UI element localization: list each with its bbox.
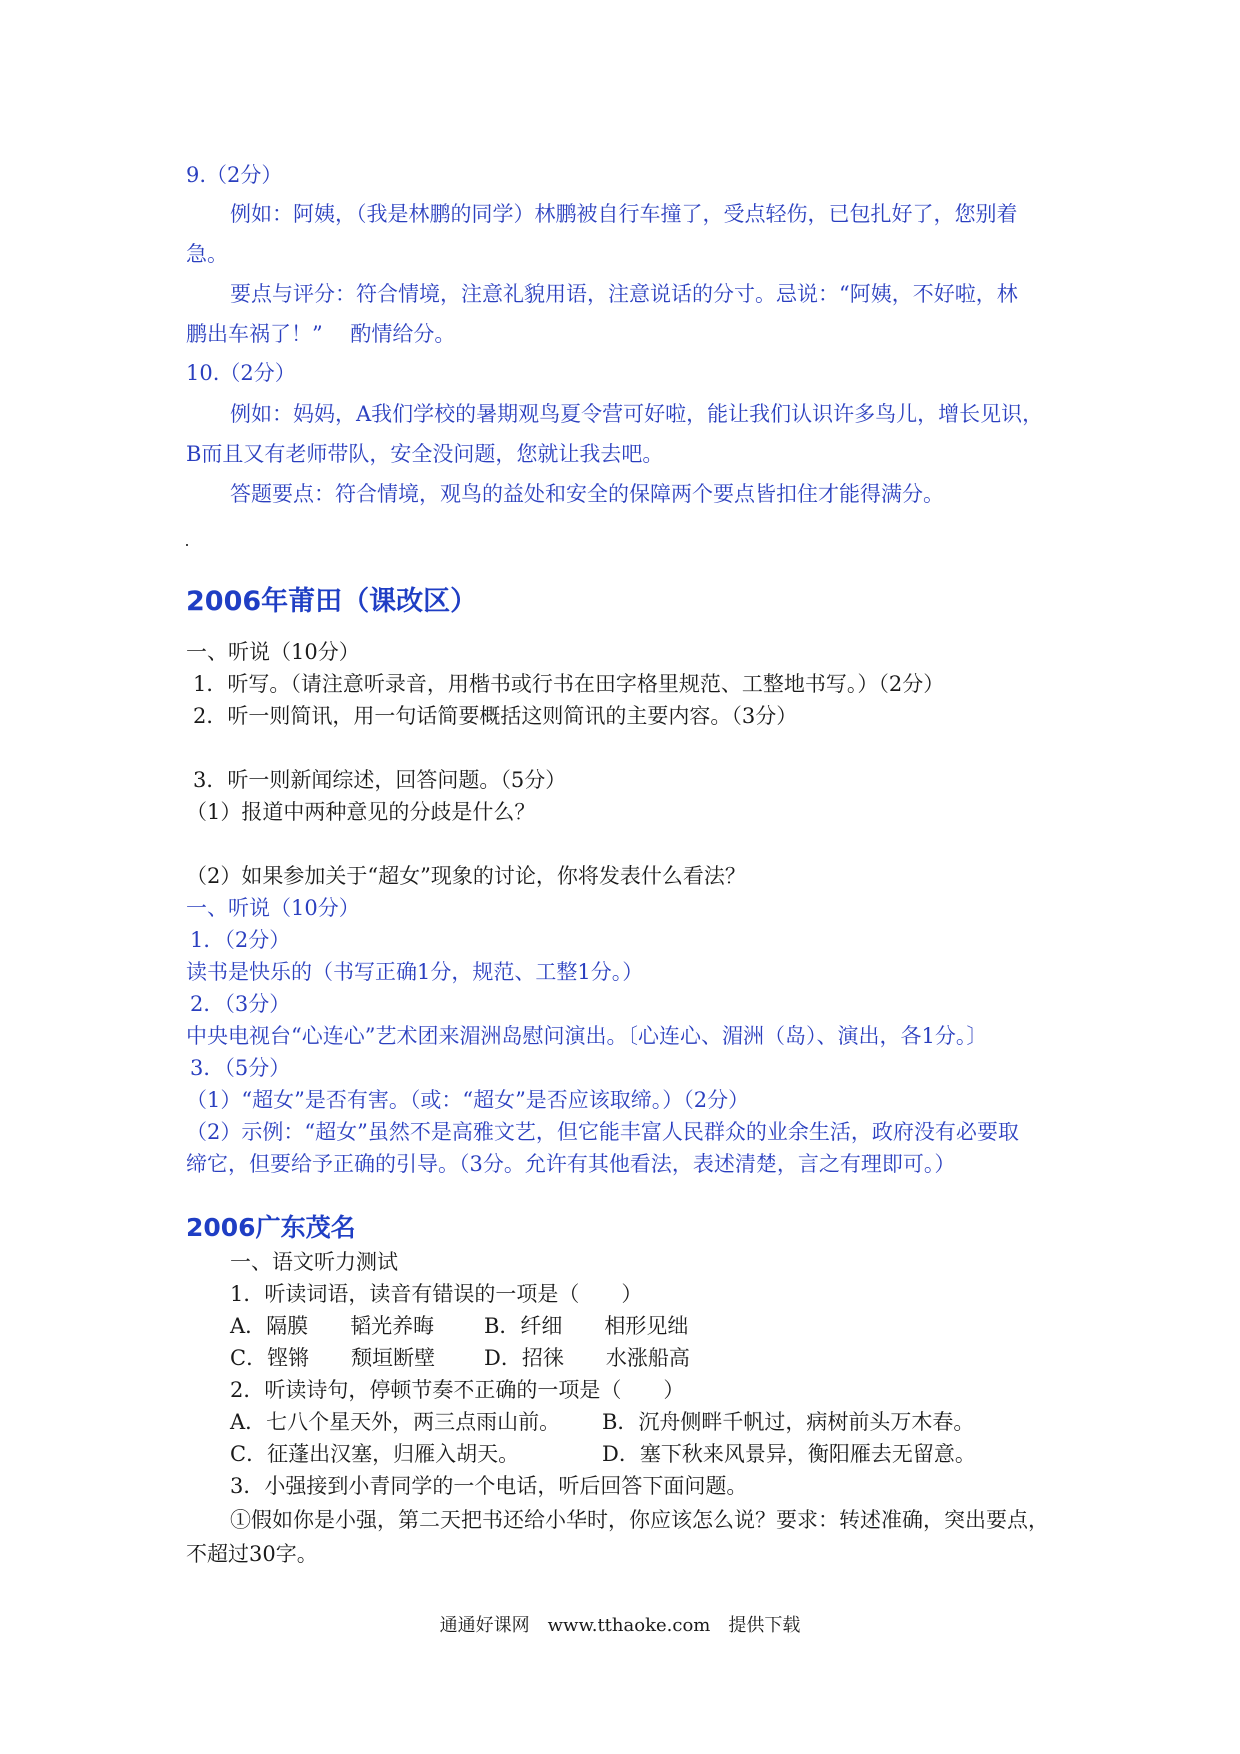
putian-ans3-header: 3．（5分） — [190, 1056, 291, 1080]
maoming-q1-option-c: C．铿锵 颓垣断壁 — [230, 1346, 436, 1370]
putian-q3-1: （1）报道中两种意见的分歧是什么？ — [186, 800, 536, 824]
q9-points-line-2: 鹏出车祸了！” 酌情给分。 — [186, 322, 456, 346]
q10-example-line-1: 例如：妈妈，A我们学校的暑期观鸟夏令营可好啦，能让我们认识许多鸟儿，增长见识， — [230, 402, 1044, 426]
putian-ans3-1: （1）“超女”是否有害。（或：“超女”是否应该取缔。）（2分） — [186, 1088, 750, 1112]
maoming-q2-option-c: C．征蓬出汉塞，归雁入胡天。 — [230, 1442, 520, 1466]
maoming-q2-option-b: B．沉舟侧畔千帆过，病树前头万木春。 — [602, 1410, 975, 1434]
maoming-q3: 3．小强接到小青同学的一个电话，听后回答下面问题。 — [230, 1474, 748, 1498]
putian-q3-2: （2）如果参加关于“超女”现象的讨论，你将发表什么看法？ — [186, 864, 746, 888]
maoming-q2: 2．听读诗句，停顿节奏不正确的一项是（ ） — [230, 1378, 685, 1402]
putian-q1: 1．听写。（请注意听录音，用楷书或行书在田字格里规范、工整地书写。）（2分） — [193, 672, 945, 696]
maoming-q1: 1．听读词语，读音有错误的一项是（ ） — [230, 1282, 643, 1306]
putian-section: 一、听说（10分） — [186, 640, 360, 664]
putian-ans-section: 一、听说（10分） — [186, 896, 360, 920]
maoming-q3-1-line-2: 不超过30字。 — [186, 1542, 318, 1566]
q9-points-line-1: 要点与评分：符合情境，注意礼貌用语，注意说话的分寸。忌说：“阿姨，不好啦，林 — [230, 282, 1018, 306]
maoming-q1-option-d: D．招徕 水涨船高 — [484, 1346, 690, 1370]
maoming-section: 一、语文听力测试 — [230, 1250, 398, 1274]
page-footer: 通通好课网 www.tthaoke.com 提供下载 — [439, 1615, 801, 1636]
putian-q2: 2．听一则简讯，用一句话简要概括这则简讯的主要内容。（3分） — [193, 704, 798, 728]
q10-header: 10.（2分） — [186, 361, 296, 385]
putian-ans1-header: 1．（2分） — [190, 928, 291, 952]
putian-q3: 3．听一则新闻综述，回答问题。（5分） — [193, 768, 567, 792]
q10-points: 答题要点：符合情境，观鸟的益处和安全的保障两个要点皆扣住才能得满分。 — [230, 482, 944, 506]
maoming-q2-option-a: A．七八个星天外，两三点雨山前。 — [230, 1410, 561, 1434]
q9-header: 9.（2分） — [186, 163, 283, 187]
maoming-q3-1-line-1: ①假如你是小强，第二天把书还给小华时，你应该怎么说？要求：转述准确，突出要点， — [230, 1508, 1049, 1532]
putian-ans3-2-line-2: 缔它，但要给予正确的引导。（3分。允许有其他看法，表述清楚，言之有理即可。） — [186, 1152, 956, 1176]
maoming-q2-option-d: D．塞下秋来风景异，衡阳雁去无留意。 — [602, 1442, 976, 1466]
q10-example-line-2: B而且又有老师带队，安全没问题，您就让我去吧。 — [186, 442, 664, 466]
putian-ans2-header: 2．（3分） — [190, 992, 291, 1016]
putian-ans3-2-line-1: （2）示例：“超女”虽然不是高雅文艺，但它能丰富人民群众的业余生活，政府没有必要取 — [186, 1120, 1019, 1144]
maoming-q1-option-a: A．隔膜 韬光养晦 — [230, 1314, 435, 1338]
putian-title: 2006年莆田（课改区） — [186, 586, 478, 617]
maoming-title: 2006广东茂名 — [186, 1213, 356, 1242]
q9-example-line-2: 急。 — [186, 242, 228, 266]
maoming-q1-option-b: B．纤细 相形见绌 — [484, 1314, 689, 1338]
q9-example-line-1: 例如：阿姨，（我是林鹏的同学）林鹏被自行车撞了，受点轻伤，已包扎好了，您别着 — [230, 202, 1018, 226]
stray-dot — [186, 544, 188, 546]
putian-ans1: 读书是快乐的（书写正确1分，规范、工整1分。） — [186, 960, 644, 984]
putian-ans2: 中央电视台“心连心”艺术团来湄洲岛慰问演出。〔心连心、湄洲（岛）、演出，各1分。〕 — [186, 1024, 988, 1048]
